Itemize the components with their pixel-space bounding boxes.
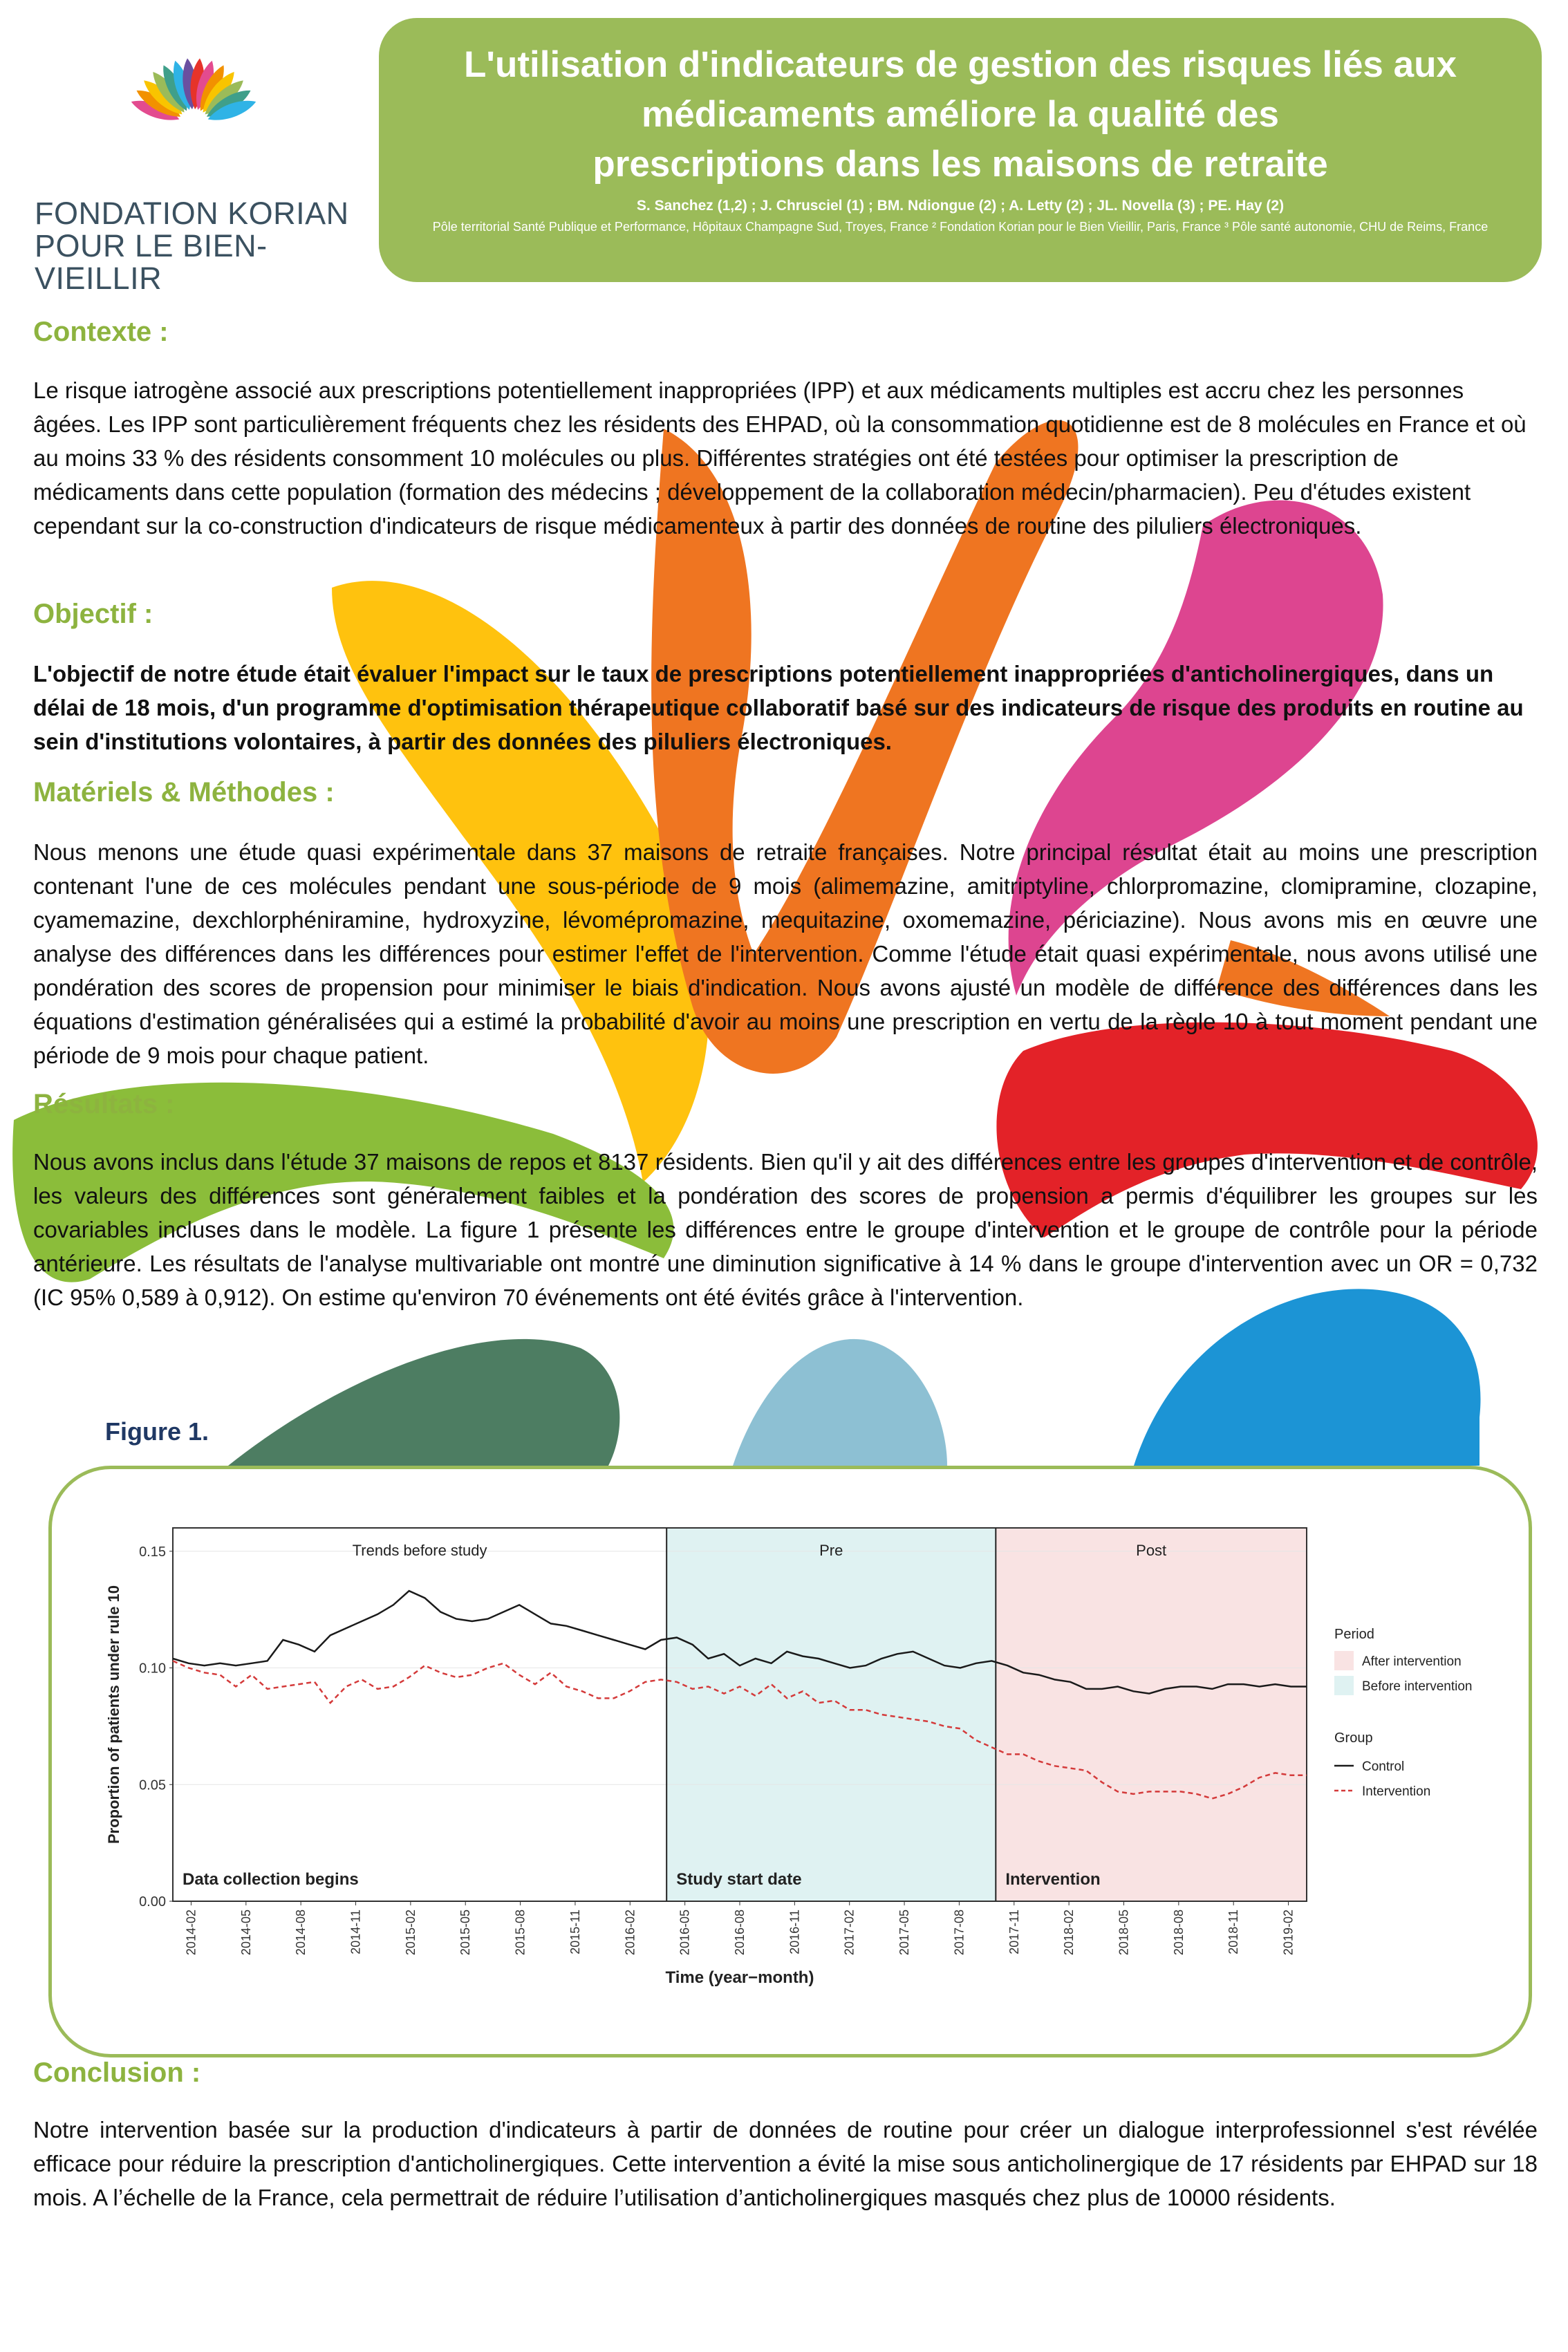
resultats-heading: Résultats : bbox=[33, 1089, 175, 1119]
title-banner bbox=[379, 18, 1542, 282]
x-tick-label: 2015-02 bbox=[403, 1910, 418, 1956]
resultats-text: Nous avons inclus dans l'étude 37 maisons de repos et 8137 résidents. Bien qu'il y ait des différences entre les groupes d'intervention et de contrôle, les valeurs des différences sont généralement faibles et la pondération des scores de propension a permis d'équilibrer les groupes sur les covariables incluses dans le modèle. La figure 1 présente les différences entre le groupe d'intervention et le groupe de contrôle pour la période antérieure. Les résultats de l'analyse multivariable ont montré une diminution significative à 14 % dans le groupe d'intervention avec un OR = 0,732 (IC 95% 0,589 à 0,912). On estime qu'environ 70 événements ont été évités grâce à l'intervention. bbox=[33, 1149, 1538, 1310]
legend-group-label: Control bbox=[1362, 1760, 1405, 1774]
darkgreen-petal bbox=[228, 1339, 619, 1466]
contexte-heading: Contexte : bbox=[33, 317, 169, 347]
legend-period-title: Period bbox=[1334, 1627, 1374, 1642]
x-tick-label: 2014-11 bbox=[348, 1910, 363, 1954]
legend-group-title: Group bbox=[1334, 1730, 1373, 1746]
x-tick-label: 2016-08 bbox=[733, 1910, 747, 1956]
annotation-label: Study start date bbox=[676, 1870, 802, 1889]
y-axis-label: Proportion of patients under rule 10 bbox=[105, 1585, 122, 1845]
fondation-korian-logo bbox=[35, 55, 353, 296]
conclusion-text: Notre intervention basée sur la production d'indicateurs à partir de données de routine pour créer un dialogue interprofessionnel s'est révélée efficace pour réduire la prescription d'anticholinergiques. Cette intervention a évité la mise sous anticholinergique de 17 résidents par EHPAD sur 18 mois. A l’échelle de la France, cela permettrait de réduire l’utilisation d’anticholinergiques masqués chez plus de 10000 résidents. bbox=[33, 2117, 1538, 2210]
logo-line-1: FONDATION KORIAN bbox=[35, 196, 349, 231]
period-label: Trends before study bbox=[352, 1542, 487, 1559]
x-tick-label: 2018-05 bbox=[1117, 1910, 1131, 1956]
figure-1-chart bbox=[97, 1521, 1473, 2019]
x-tick-label: 2017-08 bbox=[952, 1910, 967, 1956]
y-tick-label: 0.00 bbox=[139, 1894, 166, 1910]
y-tick-label: 0.15 bbox=[139, 1544, 166, 1560]
figure-label: Figure 1. bbox=[105, 1417, 209, 1446]
contexte-text: Le risque iatrogène associé aux prescriptions potentiellement inappropriées (IPP) et aux médicaments multiples est accru chez les personnes âgées. Les IPP sont particulièrement fréquents chez les résidents des EHPAD, où la consommation quotidienne est de 8 molécules en France et où au moins 33 % des résidents consomment 10 molécules ou plus. Différentes stratégies ont été testées pour optimiser la prescription de médicaments dans cette population (formation des médecins ; développement de la collaboration médecin/pharmacien). Peu d'études existent cependant sur la co-construction d'indicateurs de risque médicamenteux à partir des données de routine des piluliers électroniques. bbox=[33, 377, 1527, 539]
authors: S. Sanchez (1,2) ; J. Chrusciel (1) ; BM. Ndiongue (2) ; A. Letty (2) ; JL. Novella (3) ; PE. Hay (2) bbox=[636, 198, 1285, 214]
period-label: Post bbox=[1136, 1542, 1167, 1559]
x-tick-label: 2014-05 bbox=[239, 1910, 253, 1956]
methodes-heading: Matériels & Méthodes : bbox=[33, 777, 335, 808]
affiliations: Pôle territorial Santé Publique et Performance, Hôpitaux Champagne Sud, Troyes, France ² Fondation Korian pour le Bien Vieillir, Paris, France ³ Pôle santé autonomie, CHU de Reims, France bbox=[432, 220, 1488, 234]
title-line-2: médicaments améliore la qualité des bbox=[642, 94, 1279, 135]
x-tick-label: 2015-08 bbox=[513, 1910, 528, 1956]
x-tick-label: 2019-02 bbox=[1281, 1910, 1296, 1956]
lightblue-petal bbox=[733, 1339, 947, 1466]
x-tick-label: 2014-08 bbox=[294, 1910, 308, 1956]
x-tick-label: 2018-08 bbox=[1171, 1910, 1186, 1956]
blue-petal bbox=[1134, 1289, 1481, 1466]
poster-title bbox=[379, 40, 1542, 189]
annotation-label: Data collection begins bbox=[183, 1870, 359, 1889]
x-tick-label: 2017-02 bbox=[842, 1910, 857, 1956]
x-tick-label: 2017-11 bbox=[1007, 1910, 1021, 1954]
logo-line-2: POUR LE BIEN-VIEILLIR bbox=[35, 228, 268, 296]
x-tick-label: 2016-11 bbox=[787, 1910, 802, 1954]
x-tick-label: 2018-11 bbox=[1226, 1910, 1241, 1954]
x-tick-label: 2017-05 bbox=[897, 1910, 912, 1956]
y-tick-label: 0.10 bbox=[139, 1661, 166, 1677]
y-tick-label: 0.05 bbox=[139, 1777, 166, 1793]
legend-period-label: After intervention bbox=[1362, 1654, 1462, 1669]
legend-period-label: Before intervention bbox=[1362, 1679, 1473, 1694]
legend-group-label: Intervention bbox=[1362, 1784, 1431, 1799]
conclusion-heading: Conclusion : bbox=[33, 2057, 201, 2088]
period-label: Pre bbox=[819, 1542, 843, 1559]
objectif-text: L'objectif de notre étude était évaluer l'impact sur le taux de prescriptions potentiellement inappropriées d'anticholinergiques, dans un délai de 18 mois, d'un programme d'optimisation thérapeutique collaboratif basé sur des indicateurs de risque des produits en routine au sein d'institutions volontaires, à partir des données des piluliers électroniques. bbox=[33, 661, 1524, 754]
logo-flower-icon bbox=[35, 55, 353, 194]
legend-period-swatch bbox=[1334, 1676, 1354, 1695]
x-tick-label: 2015-11 bbox=[568, 1910, 582, 1954]
objectif-heading: Objectif : bbox=[33, 599, 153, 629]
x-tick-label: 2015-05 bbox=[458, 1910, 473, 1956]
x-tick-label: 2014-02 bbox=[184, 1910, 198, 1956]
annotation-label: Intervention bbox=[1005, 1870, 1101, 1889]
pre-period-shade bbox=[666, 1528, 996, 1901]
title-line-3: prescriptions dans les maisons de retraite bbox=[592, 144, 1328, 185]
x-tick-label: 2018-02 bbox=[1062, 1910, 1076, 1956]
x-tick-label: 2016-05 bbox=[678, 1910, 692, 1956]
x-tick-label: 2016-02 bbox=[623, 1910, 637, 1956]
title-line-1: L'utilisation d'indicateurs de gestion des risques liés aux bbox=[464, 44, 1457, 85]
methodes-text: Nous menons une étude quasi expérimentale dans 37 maisons de retraite françaises. Notre principal résultat était au moins une prescription contenant l'une de ces molécules pendant une sous-période de 9 mois (alimemazine, amitriptyline, chlorpromazine, clomipramine, clozapine, cyamemazine, dexchlorphéniramine, hydroxyzine, lévomépromazine, mequitazine, oxomemazine, périciazine). Nous avons mis en œuvre une analyse des différences dans les différences pour estimer l'effet de l'intervention. Comme l'étude était quasi expérimentale, nous avons utilisé une pondération des scores de propension pour minimiser le biais d'indication. Nous avons ajusté un modèle de différence des différences dans les équations d'estimation généralisées qui a estimé la probabilité d'avoir au moins une prescription en vertu de la règle 10 à tout moment pendant une période de 9 mois pour chaque patient. bbox=[33, 839, 1538, 1068]
legend-period-swatch bbox=[1334, 1651, 1354, 1670]
x-axis-label: Time (year−month) bbox=[665, 1968, 814, 1987]
post-period-shade bbox=[996, 1528, 1307, 1901]
